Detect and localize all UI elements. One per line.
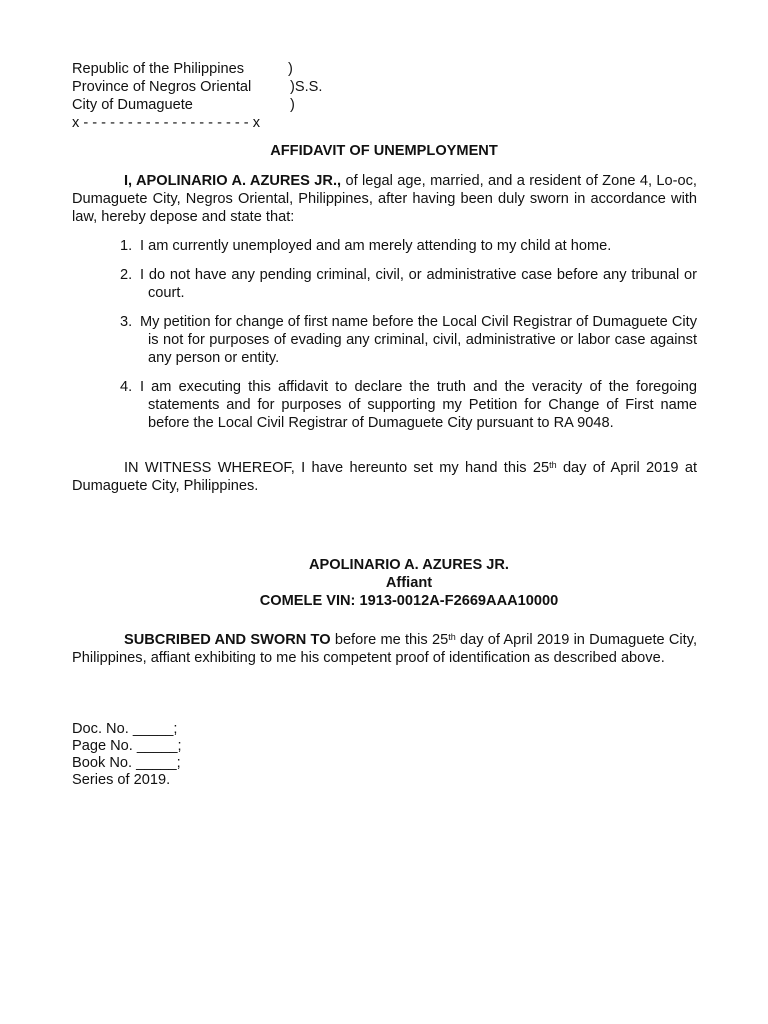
item-number: 3. <box>120 314 133 330</box>
book-number: Book No. _____; <box>72 755 181 771</box>
venue-bracket: ) <box>290 97 295 113</box>
item-number: 4. <box>120 379 133 395</box>
signature-block <box>0 556 768 610</box>
item-number: 2. <box>120 267 133 283</box>
venue-block <box>72 60 322 132</box>
list-item <box>120 378 697 432</box>
signatory-role: Affiant <box>385 575 433 591</box>
venue-bracket: )S.S. <box>290 79 323 95</box>
intro-paragraph <box>72 172 697 226</box>
voter-id: COMELE VIN: 1913-0012A-F2669AAA10000 <box>259 593 559 609</box>
page-number: Page No. _____; <box>72 738 182 754</box>
ordinal-suffix: th <box>549 460 557 470</box>
list-item <box>120 313 697 367</box>
item-text: My petition for change of first name before the Local Civil Registrar of Dumaguete City is not for purposes of evading any criminal, civil, administrative or labor case against any person or entity. <box>140 314 697 366</box>
intro-text: of legal age, married, and a resident of Zone 4, Lo-oc, Dumaguete City, Negros Oriental, Philippines, after having been duly sworn in accordance with law, hereby depose and state that: <box>72 173 697 225</box>
ordinal-suffix: th <box>448 632 456 642</box>
document-title: AFFIDAVIT OF UNEMPLOYMENT <box>270 143 498 159</box>
witness-text-end: day of April 2019 at Dumaguete City, Philippines. <box>72 460 698 494</box>
list-item <box>120 266 697 302</box>
affiant-name: I, APOLINARIO A. AZURES JR., <box>124 173 342 189</box>
notarial-register <box>72 721 182 789</box>
venue-republic: Republic of the Philippines <box>72 61 244 77</box>
witness-text: IN WITNESS WHEREOF, I have hereunto set my hand this 25 <box>124 460 550 476</box>
item-text: I am executing this affidavit to declare the truth and the veracity of the foregoing statements and for purposes of supporting my Petition for Change of First name before the Local Civil Registrar of Dumaguete City pursuant to RA 9048. <box>140 379 697 431</box>
venue-line <box>72 78 322 96</box>
jurat-paragraph <box>72 631 697 667</box>
item-text: I am currently unemployed and am merely attending to my child at home. <box>140 238 612 254</box>
item-number: 1. <box>120 238 133 254</box>
venue-city: City of Dumaguete <box>72 97 193 113</box>
jurat-heading: SUBCRIBED AND SWORN TO <box>124 632 331 648</box>
venue-province: Province of Negros Oriental <box>72 79 252 95</box>
item-text: I do not have any pending criminal, civil, or administrative case before any tribunal or court. <box>140 267 697 301</box>
jurat-text-end: day of April 2019 in Dumaguete City, Philippines, affiant exhibiting to me his competent proof of identification as described above. <box>72 632 697 666</box>
venue-separator: x - - - - - - - - - - - - - - - - - - - x <box>72 115 261 131</box>
venue-bracket: ) <box>288 61 293 77</box>
list-item <box>120 237 697 255</box>
series-year: Series of 2019. <box>72 772 171 788</box>
venue-line <box>72 60 322 78</box>
venue-line <box>72 96 322 114</box>
jurat-text: before me this 25 <box>330 632 449 648</box>
signatory-name: APOLINARIO A. AZURES JR. <box>308 557 509 573</box>
doc-number: Doc. No. _____; <box>72 721 178 737</box>
witness-paragraph <box>72 459 697 495</box>
